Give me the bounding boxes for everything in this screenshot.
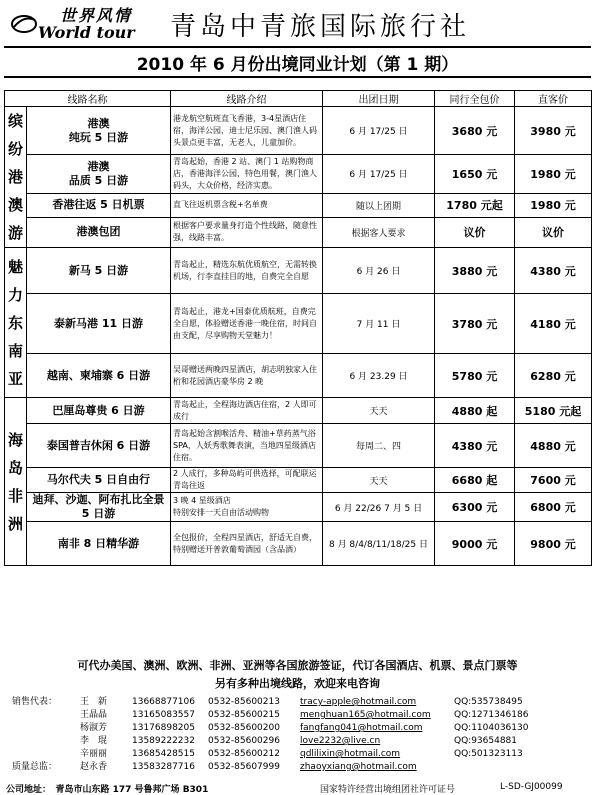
table-row [5, 468, 592, 493]
contact-mobile: 13668877106 [132, 697, 195, 707]
header-date: 出团日期 [323, 91, 435, 107]
contact-mobile: 13685428515 [132, 749, 195, 759]
route-name: 越南、柬埔寨 6 日游 [27, 354, 171, 398]
route-intro: 全包报价，全程四星酒店，舒适无自费，特别赠送开普敦葡萄酒园（含品酒） [171, 522, 323, 566]
route-intro: 直飞往返机票含税+名单费 [171, 193, 323, 217]
table-row [5, 107, 592, 155]
route-intro: 青岛起始，香港 2 站、澳门 1 站购物商店，香港海洋公园，特色用餐，澳门渔人码头，大众价格，经济实惠。 [171, 155, 323, 193]
contact-name: 李 琨 [80, 736, 108, 746]
trade-price: 4880 起 [435, 398, 515, 424]
contact-qq: QQ:1271346186 [454, 710, 529, 720]
contact-mobile: 13589222232 [132, 736, 195, 746]
inquiry-note: 另有多种出境线路，欢迎来电咨询 [215, 677, 380, 690]
contact-name: 赵永香 [80, 762, 108, 772]
trade-price: 议价 [435, 217, 515, 247]
retail-price: 9800 元 [515, 522, 592, 566]
region-label: 魅 力 东 南 亚 [5, 248, 27, 398]
contact-role: 销售代表： [12, 697, 58, 707]
contact-name: 王 新 [80, 697, 108, 707]
table-header-row [5, 91, 592, 107]
route-intro: 2 人成行，多种岛屿可供选择，可配联运青岛往返 [171, 468, 323, 493]
route-name: 巴厘岛尊贵 6 日游 [27, 398, 171, 424]
company-logo [5, 3, 175, 43]
contact-phone: 0532-85600296 [208, 736, 280, 746]
header-divider [4, 46, 591, 48]
region-label: 海 岛 非 洲 [5, 398, 27, 566]
trade-price: 3880 元 [435, 248, 515, 294]
route-name: 港澳 纯玩 5 日游 [27, 107, 171, 155]
route-name: 港澳 品质 5 日游 [27, 155, 171, 193]
license-label: 国家特许经营出境组团社许可证号 [320, 785, 456, 795]
company-address: 公司地址： 青岛市山东路 177 号鲁邦广场 B301 [6, 785, 209, 795]
route-name: 新马 5 日游 [27, 248, 171, 294]
contact-phone: 0532-85600215 [208, 710, 280, 720]
departure-date: 每周二、四 [323, 424, 435, 468]
logo-english-text: World tour [38, 23, 135, 42]
departure-date: 6 月 23.29 日 [323, 354, 435, 398]
logo-chinese-text: 世界风情 [60, 6, 133, 25]
company-name: 青岛中青旅国际旅行社 [170, 12, 471, 42]
route-intro: 青岛起止，精选东航优质航空，无需转换机场，行李直挂目的地，自费完全自愿 [171, 248, 323, 294]
trade-price: 3780 元 [435, 294, 515, 354]
table-row [5, 354, 592, 398]
header-route: 线路名称 [5, 91, 171, 107]
route-intro: 青岛起止，港龙+国泰优质航班，自费完全自愿，体验赠送香港一晚住宿，时间自由支配，尽享购物天堂魅力！ [171, 294, 323, 354]
contact-name: 辛丽丽 [80, 749, 108, 759]
logo-globe-icon [11, 11, 37, 37]
table-row [5, 193, 592, 217]
trade-price: 3680 元 [435, 107, 515, 155]
contact-phone: 0532-85607999 [208, 762, 280, 772]
departure-date: 随以上团期 [323, 193, 435, 217]
contact-email[interactable]: tracy-apple@hotmail.com [300, 697, 417, 707]
departure-date: 根据客人要求 [323, 217, 435, 247]
departure-date: 6 月 22/26 7 月 5 日 [323, 493, 435, 522]
table-row [5, 398, 592, 424]
contact-phone: 0532-85600213 [208, 697, 280, 707]
contact-qq: QQ:93654881 [454, 736, 518, 746]
retail-price: 4180 元 [515, 294, 592, 354]
contact-qq: QQ:501323113 [454, 749, 523, 759]
retail-price: 3980 元 [515, 107, 592, 155]
trade-price: 6680 起 [435, 468, 515, 493]
contact-list [0, 696, 595, 778]
contact-email[interactable]: zhaoyxiang@hotmail.com [300, 762, 417, 772]
contact-phone: 0532-85600212 [208, 749, 280, 759]
contact-email[interactable]: menghuan165@hotmail.com [300, 710, 431, 720]
route-name: 马尔代夫 5 日自由行 [27, 468, 171, 493]
departure-date: 7 月 11 日 [323, 294, 435, 354]
contact-name: 杨淑芳 [80, 723, 108, 733]
contact-mobile: 13176898205 [132, 723, 195, 733]
trade-price: 9000 元 [435, 522, 515, 566]
route-name: 泰新马港 11 日游 [27, 294, 171, 354]
retail-price: 5180 元起 [515, 398, 592, 424]
table-row [5, 155, 592, 193]
departure-date: 8 月 8/4/8/11/18/25 日 [323, 522, 435, 566]
license-number: L-SD-GJ00099 [500, 782, 563, 792]
region-label: 缤 纷 港 澳 游 [5, 107, 27, 248]
route-intro: 青岛起止，全程海边酒店住宿，2 人即可成行 [171, 398, 323, 424]
departure-date: 天天 [323, 468, 435, 493]
table-row [5, 217, 592, 247]
trade-price: 1650 元 [435, 155, 515, 193]
retail-price: 4380 元 [515, 248, 592, 294]
route-name: 南非 8 日精华游 [27, 522, 171, 566]
header [0, 0, 595, 48]
route-intro: 港龙航空航班直飞香港，3-4星酒店住宿，海洋公园，迪士尼乐园、澳门渔人码头景点更丰富，无老人，儿童加价。 [171, 107, 323, 155]
contact-mobile: 13583287716 [132, 762, 195, 772]
contact-role: 质量总监： [12, 762, 58, 772]
retail-price: 6800 元 [515, 493, 592, 522]
route-intro: 根据客户要求量身打造个性线路，随意性强，线路丰富。 [171, 217, 323, 247]
departure-date: 6 月 26 日 [323, 248, 435, 294]
retail-price: 议价 [515, 217, 592, 247]
retail-price: 7600 元 [515, 468, 592, 493]
route-name: 港澳包团 [27, 217, 171, 247]
route-name: 泰国普吉休闲 6 日游 [27, 424, 171, 468]
trade-price: 6300 元 [435, 493, 515, 522]
route-intro: 青岛起始含割喉活舟、精油+草药蒸气浴 SPA，人妖秀歌舞表演，当地四星级酒店住宿。 [171, 424, 323, 468]
contact-phone: 0532-85600200 [208, 723, 280, 733]
header-trade-price: 同行全包价 [435, 91, 515, 107]
table-row [5, 522, 592, 566]
table-row [5, 424, 592, 468]
route-name: 香港往返 5 日机票 [27, 193, 171, 217]
trade-price: 1780 元起 [435, 193, 515, 217]
departure-date: 6 月 17/25 日 [323, 155, 435, 193]
header-intro: 线路介绍 [171, 91, 323, 107]
departure-date: 6 月 17/25 日 [323, 107, 435, 155]
contact-mobile: 13165083557 [132, 710, 195, 720]
visa-services-note: 可代办美国、澳洲、欧洲、非洲、亚洲等各国旅游签证，代订各国酒店、机票、景点门票等 [77, 659, 518, 672]
retail-price: 6280 元 [515, 354, 592, 398]
route-intro: 吴哥赠送两晚四星酒店，胡志明独家入住桁和花园酒店豪华房 2 晚 [171, 354, 323, 398]
table-row [5, 248, 592, 294]
title-divider [4, 76, 591, 78]
trade-price: 5780 元 [435, 354, 515, 398]
departure-date: 天天 [323, 398, 435, 424]
retail-price: 4880 元 [515, 424, 592, 468]
contact-email[interactable]: qdlilixin@hotmail.com [300, 749, 401, 759]
route-name: 迪拜、沙迦、阿布扎比全景 5 日游 [27, 493, 171, 522]
route-intro: 3 晚 4 星级酒店 特别安排一天自由活动购物 [171, 493, 323, 522]
contact-qq: QQ:1104036130 [454, 723, 529, 733]
contact-email[interactable]: love2232@live.cn [300, 736, 381, 746]
contact-name: 王晶晶 [80, 710, 108, 720]
tour-table [4, 90, 592, 566]
table-row [5, 493, 592, 522]
trade-price: 4380 元 [435, 424, 515, 468]
page-title: 2010 年 6 月份出境同业计划（第 1 期） [136, 55, 459, 75]
retail-price: 1980 元 [515, 155, 592, 193]
header-retail-price: 直客价 [515, 91, 592, 107]
retail-price: 1980 元 [515, 193, 592, 217]
contact-email[interactable]: fangfang041@hotmail.com [300, 723, 423, 733]
contact-qq: QQ:535738495 [454, 697, 523, 707]
table-row [5, 294, 592, 354]
